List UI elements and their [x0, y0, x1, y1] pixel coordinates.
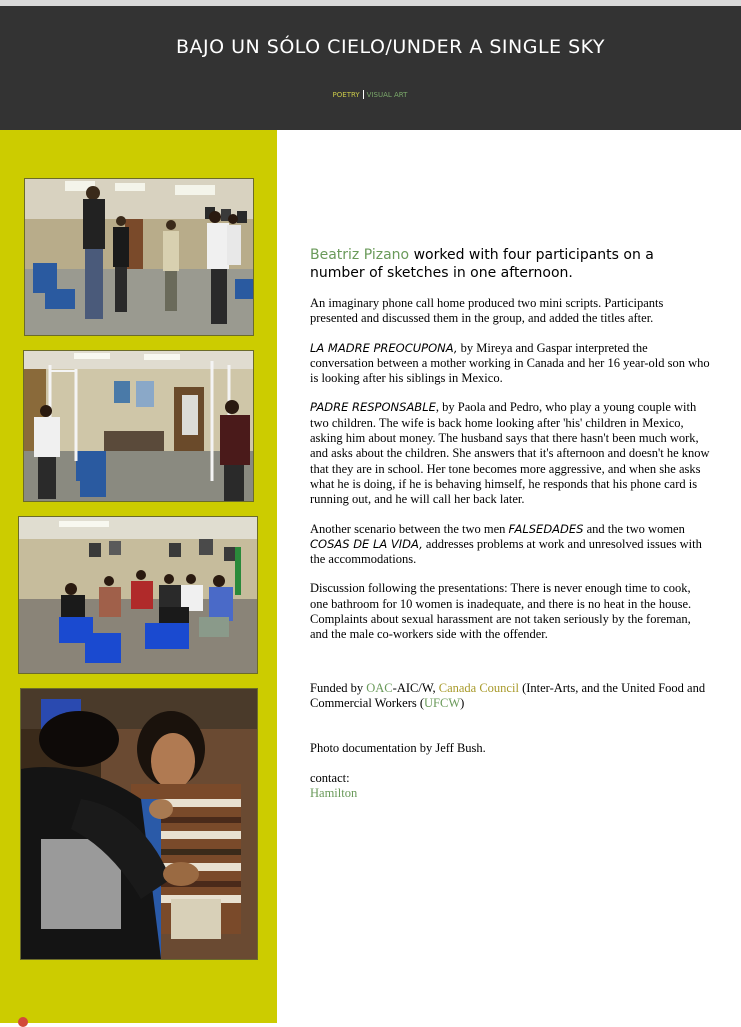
corner-badge-icon [18, 1017, 28, 1027]
scenario-text-c: addresses problems at work and unresolved issues with the accommodations. [310, 536, 702, 567]
title-falsedades: FALSEDADES [508, 521, 584, 536]
workshop-photo-closeup-hands [20, 688, 258, 960]
workshop-photo-seated-circle [18, 516, 258, 674]
workshop-photo-group-standing [24, 178, 254, 336]
scenario-text-a: Another scenario between the two men [310, 521, 509, 536]
beatriz-pizano-link[interactable]: Beatriz Pizano [310, 247, 410, 263]
ufcw-link[interactable]: UFCW [424, 695, 461, 710]
funded-mid-1: -AIC/W, [392, 680, 439, 695]
paragraph-madre-text: by Mireya and Gaspar interpreted the conversation between a mother working in Canada and her 16 year-old son who is looking after his siblings in Mexico. [310, 340, 710, 386]
oac-link[interactable]: OAC [366, 680, 393, 695]
workshop-photo-frames-performance [23, 350, 254, 502]
paragraph-padre [310, 400, 710, 507]
lead-paragraph [310, 246, 710, 282]
photo-credit: Photo documentation by Jeff Bush. [310, 741, 486, 756]
title-padre-responsable: PADRE RESPONSABLE [310, 400, 436, 415]
canada-council-link[interactable]: Canada Council [438, 680, 519, 695]
paragraph-scenario [310, 522, 710, 568]
nav-link-visual-art[interactable]: VISUAL ART [366, 91, 408, 99]
funded-mid-2: (Inter-Arts, and the United Food and Commercial Workers ( [310, 680, 706, 710]
scenario-text-b: and the two women [583, 521, 685, 536]
hamilton-contact-link[interactable]: Hamilton [310, 785, 358, 800]
funded-suffix: ) [460, 695, 465, 710]
contact-label: contact: [310, 770, 350, 785]
lead-text: worked with four participants on a number of sketches in one afternoon. [310, 247, 654, 281]
main-content [310, 246, 710, 801]
title-cosas-de-la-vida: COSAS DE LA VIDA, [310, 536, 423, 551]
site-header [0, 6, 741, 130]
paragraph-padre-text: , by Paola and Pedro, who play a young couple with two children. The wife is back home looking after 'his' children in Mexico, asking him about money. The husband says that there hasn't been much work, and asks about the children. She answers that it's afternoon and doesn't he know that they are in school. Her tone becomes more aggressive, and when she asks what he is doing, if he is behaving himself, he responds that his phone card is running out, and he will call her back later. [310, 400, 710, 507]
nav-link-poetry[interactable]: POETRY [332, 91, 360, 99]
funded-prefix: Funded by [310, 680, 367, 695]
contact-block [310, 771, 710, 802]
title-la-madre-preocupona: LA MADRE PREOCUPONA, [310, 340, 458, 355]
site-title: BAJO UN SÓLO CIELO/UNDER A SINGLE SKY [175, 36, 606, 58]
paragraph-discussion: Discussion following the presentations: There is never enough time to cook, one bathroom for 10 women is inadequate, and there is no heat in the house. Complaints about sexual harassment are not taken seriously by the foreman, and the male co-workers side with the offender. [310, 581, 692, 642]
top-nav [0, 90, 740, 99]
nav-separator [363, 90, 364, 99]
paragraph-intro: An imaginary phone call home produced two mini scripts. Participants presented and discussed them in the group, and added the titles after. [310, 296, 664, 326]
paragraph-madre [310, 341, 710, 387]
funding-credit [310, 681, 710, 712]
